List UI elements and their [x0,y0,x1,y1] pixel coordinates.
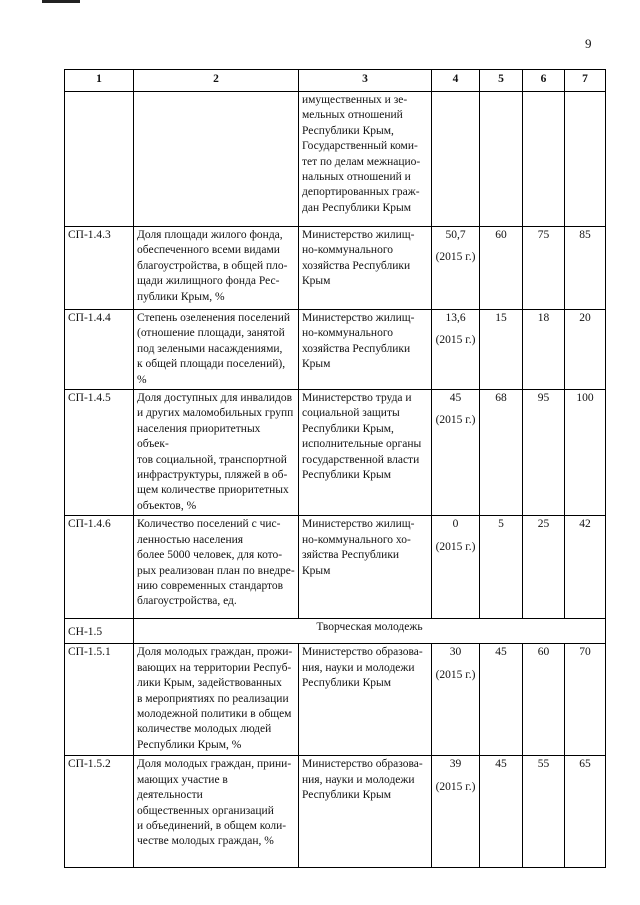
value-col5: 15 [480,310,523,390]
indicator-executor: Министерство труда и социальной защиты Республики Крым, исполнительные органы государственной власти Республики Крым [299,390,432,516]
cell-name [134,92,299,227]
value-col5: 68 [480,390,523,516]
value-col6: 75 [523,227,565,310]
column-header: 6 [523,70,565,92]
table-row [65,644,606,756]
value-col6: 55 [523,756,565,868]
indicator-name: Доля молодых граждан, прини- мающих участие в деятельности общественных организаций и объединений, в общем коли- честве молодых граждан, % [134,756,299,868]
base-value: 50,7 [445,229,466,241]
column-header: 5 [480,70,523,92]
cell-empty [523,92,565,227]
base-year: (2015 г.) [435,668,476,681]
indicator-code: СП-1.4.4 [65,310,134,390]
indicator-name: Степень озеленения поселений (отношение площади, занятой под зелеными насаждениями, к общей площади поселений), % [134,310,299,390]
indicator-name: Доля площади жилого фонда, обеспеченного всеми видами благоустройства, в общей пло- щади жилищного фонда Рес- публики Крым, % [134,227,299,310]
section-row [65,619,606,644]
indicator-name: Доля молодых граждан, прожи- вающих на территории Респуб- лики Крым, задействованных в мероприятиях по реализации молодежной политики в общем количестве молодых людей Республики Крым, % [134,644,299,756]
indicator-code: СП-1.4.5 [65,390,134,516]
value-col7: 65 [565,756,606,868]
base-cell [432,756,480,868]
header-row [65,70,606,92]
base-cell [432,390,480,516]
value-col6: 60 [523,644,565,756]
base-value: 45 [449,392,462,405]
base-cell [432,227,480,310]
indicator-code: СП-1.5.1 [65,644,134,756]
corner-mark [42,0,80,3]
cell-empty [565,92,606,227]
base-value: 13,6 [445,312,466,324]
value-col7: 42 [565,516,606,619]
value-col7: 100 [565,390,606,516]
value-col6: 25 [523,516,565,619]
base-year: (2015 г.) [435,334,476,347]
cell-code [65,92,134,227]
value-col6: 18 [523,310,565,390]
value-col5: 5 [480,516,523,619]
value-col5: 45 [480,756,523,868]
table-row [65,227,606,310]
indicator-executor: Министерство образова- ния, науки и молодежи Республики Крым [299,756,432,868]
indicator-code: СП-1.5.2 [65,756,134,868]
base-year: (2015 г.) [435,540,476,553]
cell-executor: имущественных и зе- мельных отношений Республики Крым, Государственный коми- тет по делам межнацио- нальных отношений и депортированных граж- дан Республики Крым [299,92,432,227]
section-code: СН-1.5 [65,619,134,644]
value-col5: 45 [480,644,523,756]
base-year: (2015 г.) [435,251,476,264]
base-value: 30 [449,646,462,659]
indicator-code: СП-1.4.3 [65,227,134,310]
value-col7: 85 [565,227,606,310]
indicators-table [64,69,606,868]
column-header: 3 [299,70,432,92]
base-cell [432,310,480,390]
column-header: 1 [65,70,134,92]
base-year: (2015 г.) [435,780,476,793]
value-col6: 95 [523,390,565,516]
indicator-name: Количество поселений с чис- ленностью населения более 5000 человек, для кото- рых реализован план по внедре- нию современных стандартов благоустройства, ед. [134,516,299,619]
column-header: 7 [565,70,606,92]
section-title: Творческая молодежь [134,619,606,644]
column-header: 4 [432,70,480,92]
indicator-executor: Министерство жилищ- но-коммунального хо- зяйства Республики Крым [299,516,432,619]
base-year: (2015 г.) [435,414,476,427]
table-row [65,310,606,390]
indicator-code: СП-1.4.6 [65,516,134,619]
table-row [65,516,606,619]
value-col7: 20 [565,310,606,390]
indicator-executor: Министерство жилищ- но-коммунального хозяйства Республики Крым [299,310,432,390]
table-row [65,756,606,868]
value-col7: 70 [565,644,606,756]
base-value: 39 [449,758,462,771]
indicator-executor: Министерство образова- ния, науки и молодежи Республики Крым [299,644,432,756]
column-header: 2 [134,70,299,92]
page-number: 9 [585,36,592,51]
base-cell [432,644,480,756]
cell-empty [432,92,480,227]
indicator-executor: Министерство жилищ- но-коммунального хозяйства Республики Крым [299,227,432,310]
base-value: 0 [452,518,459,531]
continuation-row [65,92,606,227]
table-row [65,390,606,516]
indicator-name: Доля доступных для инвалидов и других маломобильных групп населения приоритетных объек- тов социальной, транспортной инфраструктуры, пляжей в об- щем количестве приоритетных объектов, % [134,390,299,516]
base-cell [432,516,480,619]
value-col5: 60 [480,227,523,310]
cell-empty [480,92,523,227]
